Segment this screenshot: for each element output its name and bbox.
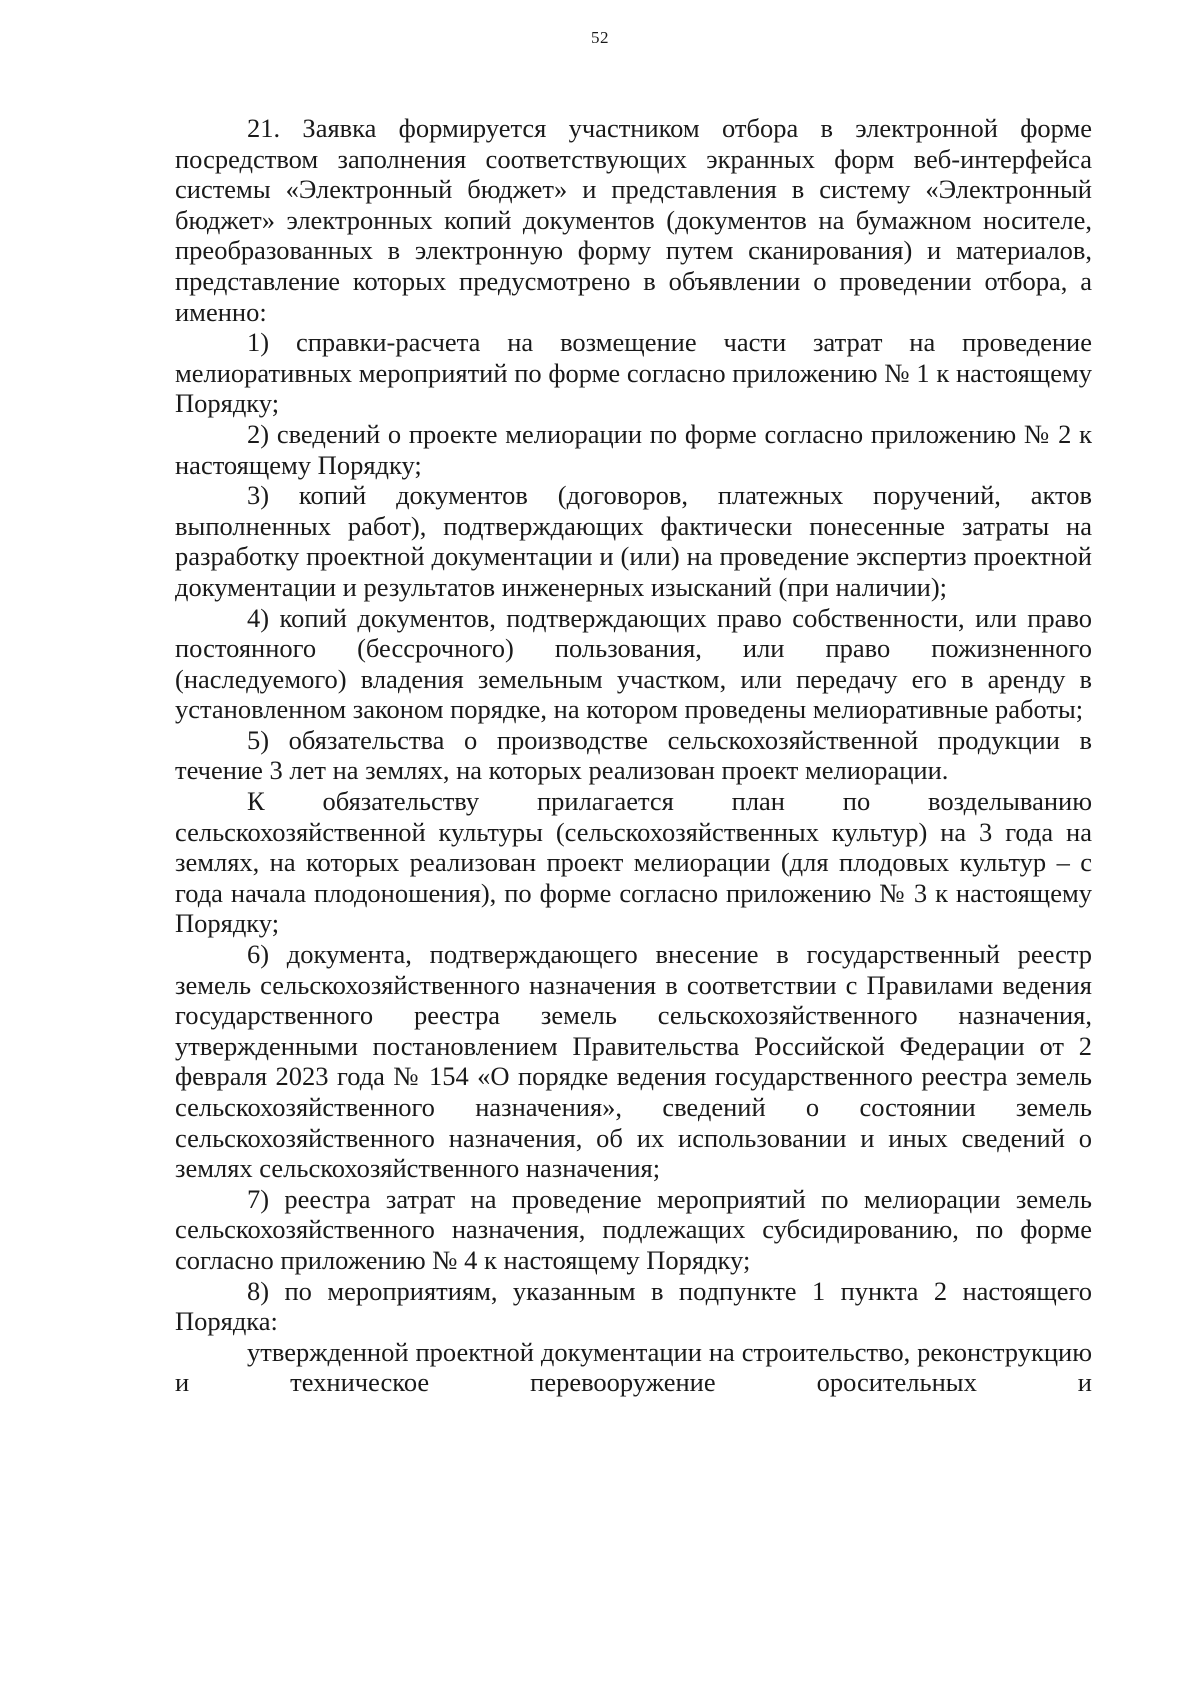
list-item-6: 6) документа, подтверждающего внесение в государственный реестр земель сельскохозяйственного назначения в соответствии с Правилами ведения государственного реестра земель сельскохозяйственного назначения, утвержденными постановлением Правительства Российской Федерации от 2 февраля 2023 года № 154 «О порядке ведения государственного реестра земель сельскохозяйственного назначения», сведений о состоянии земель сельскохозяйственного назначения, об их использовании и иных сведений о землях сельскохозяйственного назначения; <box>175 939 1092 1184</box>
list-item-3: 3) копий документов (договоров, платежных поручений, актов выполненных работ), подтверждающих фактически понесенные затраты на разработку проектной документации и (или) на проведение экспертиз проектной документации и результатов инженерных изысканий (при наличии); <box>175 480 1092 602</box>
list-item-4: 4) копий документов, подтверждающих право собственности, или право постоянного (бессрочного) пользования, или право пожизненного (наследуемого) владения земельным участком, или передачу его в аренду в установленном законом порядке, на котором проведены мелиоративные работы; <box>175 602 1092 725</box>
list-item-5-note: К обязательству прилагается план по возделыванию сельскохозяйственной культуры (сельскохозяйственных культур) на 3 года на землях, на которых реализован проект мелиорации (для плодовых культур – с года начала плодоношения), по форме согласно приложению № 3 к настоящему Порядку; <box>175 786 1092 939</box>
list-item-8-sub: утвержденной проектной документации на строительство, реконструкцию и техническое перевооружение оросительных и <box>175 1336 1092 1398</box>
list-item-5: 5) обязательства о производстве сельскохозяйственной продукции в течение 3 лет на землях, на которых реализован проект мелиорации. <box>175 724 1092 786</box>
paragraph-21: 21. Заявка формируется участником отбора в электронной форме посредством заполнения соответствующих экранных форм веб-интерфейса системы «Электронный бюджет» и представления в систему «Электронный бюджет» электронных копий документов (документов на бумажном носителе, преобразованных в электронную форму путем сканирования) и материалов, представление которых предусмотрено в объявлении о проведении отбора, а именно: <box>175 113 1092 327</box>
list-item-7: 7) реестра затрат на проведение мероприятий по мелиорации земель сельскохозяйственного назначения, подлежащих субсидированию, по форме согласно приложению № 4 к настоящему Порядку; <box>175 1183 1092 1275</box>
list-item-8: 8) по мероприятиям, указанным в подпункте 1 пункта 2 настоящего Порядка: <box>175 1275 1092 1337</box>
page-number: 52 <box>591 28 609 47</box>
list-item-2: 2) сведений о проекте мелиорации по форме согласно приложению № 2 к настоящему Порядку; <box>175 418 1092 480</box>
document-body <box>175 113 1092 1398</box>
list-item-1: 1) справки-расчета на возмещение части затрат на проведение мелиоративных мероприятий по форме согласно приложению № 1 к настоящему Порядку; <box>175 327 1092 419</box>
